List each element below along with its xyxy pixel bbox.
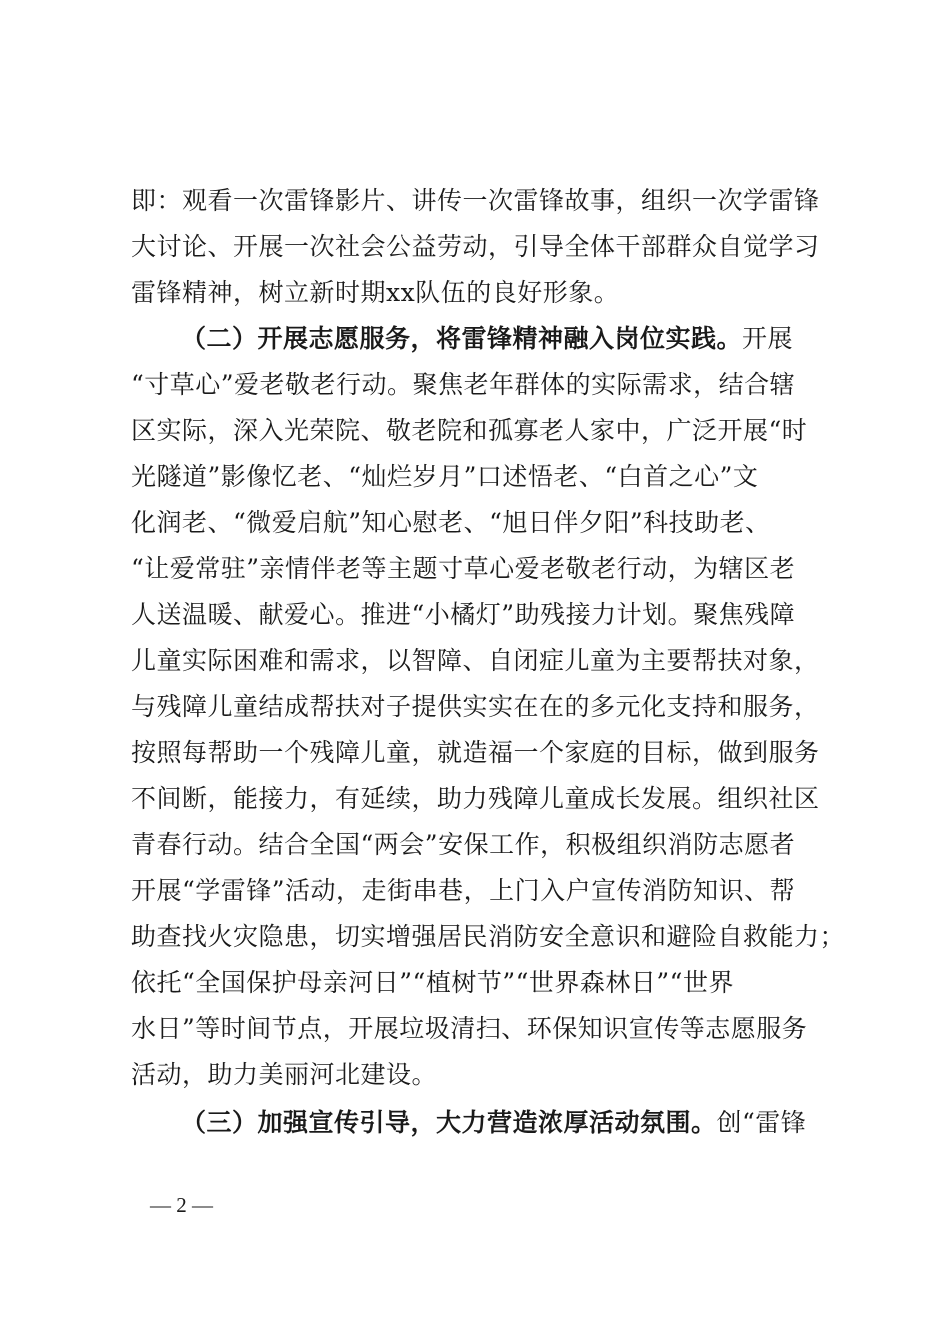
- paragraph-2-line-1: “寸草心”爱老敬老行动。聚焦老年群体的实际需求，结合辖: [131, 370, 796, 399]
- paragraph-2-first-line: [181, 324, 821, 354]
- paragraph-2-line-3: 光隧道”影像忆老、“灿烂岁月”口述悟老、“白首之心”文: [131, 462, 759, 491]
- paragraph-2-line-14: 依托“全国保护母亲河日”“植树节”“世界森林日”“世界: [131, 968, 734, 997]
- paragraph-1-line-3: 雷锋精神，树立新时期xx队伍的良好形象。: [131, 278, 620, 307]
- paragraph-3-first-line-rest: 创“雷锋: [716, 1108, 807, 1137]
- paragraph-2-line-15: 水日”等时间节点，开展垃圾清扫、环保知识宣传等志愿服务: [131, 1014, 808, 1043]
- paragraph-2-line-9: 按照每帮助一个残障儿童，就造福一个家庭的目标，做到服务: [131, 738, 820, 767]
- paragraph-3-heading: （三）加强宣传引导，大力营造浓厚活动氛围。: [181, 1108, 717, 1137]
- paragraph-2-line-6: 人送温暖、献爱心。推进“小橘灯”助残接力计划。聚焦残障: [131, 600, 796, 629]
- paragraph-2-heading: （二）开展志愿服务，将雷锋精神融入岗位实践。: [181, 324, 743, 353]
- paragraph-2-line-8: 与残障儿童结成帮扶对子提供实实在在的多元化支持和服务，: [131, 692, 820, 721]
- paragraph-2-line-4: 化润老、“微爱启航”知心慰老、“旭日伴夕阳”科技助老、: [131, 508, 771, 537]
- paragraph-3-first-line: [181, 1108, 821, 1138]
- paragraph-2-line-11: 青春行动。结合全国“两会”安保工作，积极组织消防志愿者: [131, 830, 796, 859]
- paragraph-2-line-16: 活动，助力美丽河北建设。: [131, 1060, 438, 1089]
- paragraph-2-line-12: 开展“学雷锋”活动，走街串巷，上门入户宣传消防知识、帮: [131, 876, 796, 905]
- paragraph-2-first-line-rest: 开展: [742, 324, 794, 353]
- paragraph-1-line-2: 大讨论、开展一次社会公益劳动，引导全体干部群众自觉学习: [131, 232, 820, 261]
- paragraph-2-line-5: “让爱常驻”亲情伴老等主题寸草心爱老敬老行动，为辖区老: [131, 554, 796, 583]
- paragraph-2-line-10: 不间断，能接力，有延续，助力残障儿童成长发展。组织社区: [131, 784, 820, 813]
- paragraph-2-line-13: 助查找火灾隐患，切实增强居民消防安全意识和避险自救能力；: [131, 922, 846, 951]
- paragraph-2-line-2: 区实际，深入光荣院、敬老院和孤寡老人家中，广泛开展“时: [131, 416, 808, 445]
- paragraph-1-line-1: 即：观看一次雷锋影片、讲传一次雷锋故事，组织一次学雷锋: [131, 186, 820, 215]
- page-number: — 2 —: [150, 1193, 213, 1217]
- paragraph-2-line-7: 儿童实际困难和需求，以智障、自闭症儿童为主要帮扶对象，: [131, 646, 820, 675]
